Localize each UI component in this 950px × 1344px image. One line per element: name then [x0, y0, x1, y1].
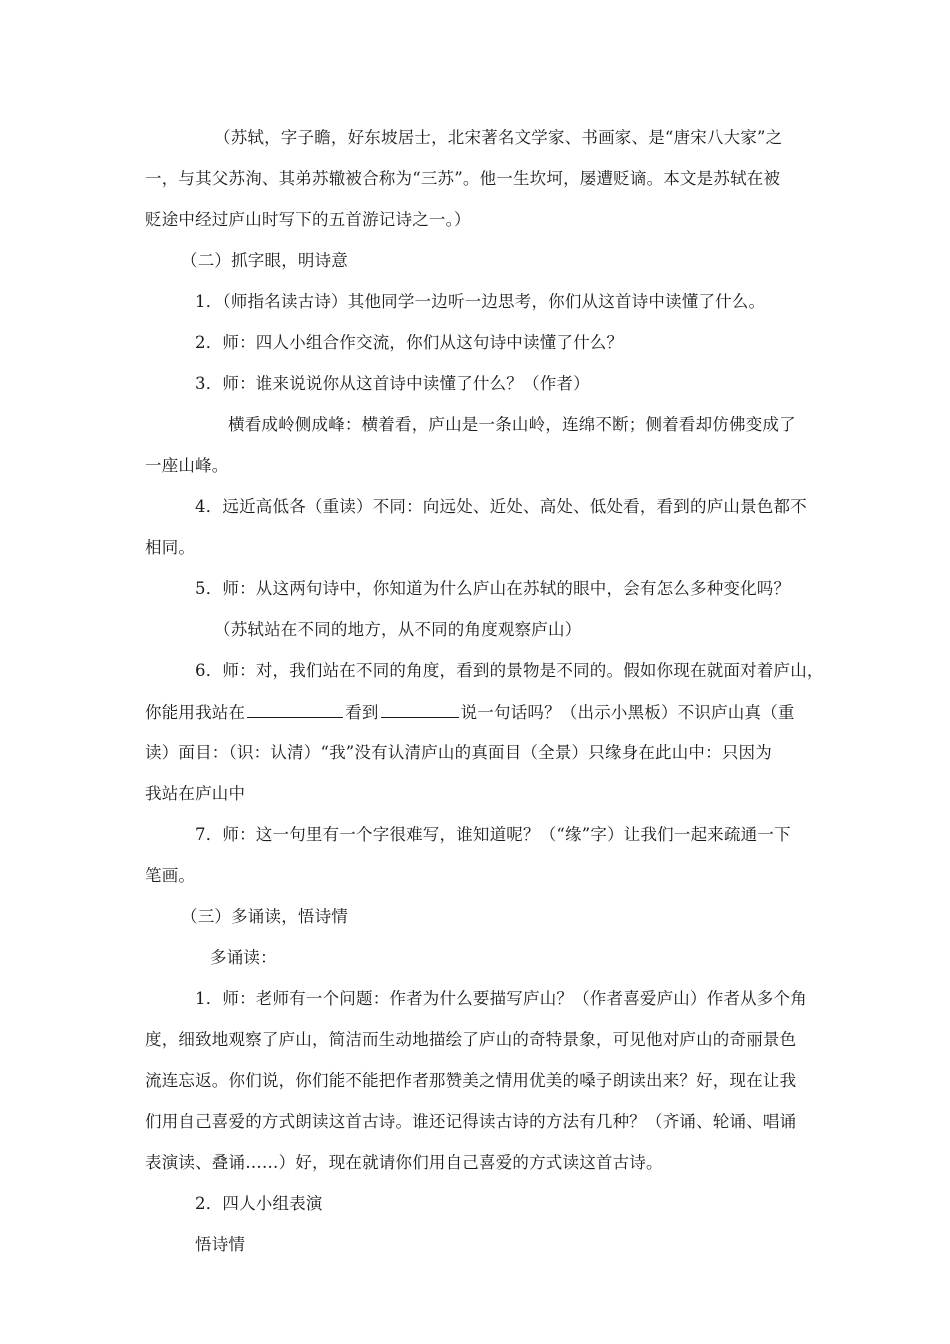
section-2-note-line-1: 横看成岭侧成峰：横着看，庐山是一条山岭，连绵不断；侧着看却仿佛变成了: [228, 415, 796, 434]
intro-line-1: （苏轼，字子瞻，好东坡居士，北宋著名文学家、书画家、是“唐宋八大家”之: [214, 128, 783, 147]
intro-line-2: 一，与其父苏洵、其弟苏辙被合称为“三苏”。他一生坎坷，屡遭贬谪。本文是苏轼在被: [145, 169, 781, 188]
section-2-item-6-line-2: [145, 701, 795, 724]
item-6-text-b: 看到: [345, 703, 379, 722]
section-2-item-1: 1．（师指名读古诗）其他同学一边听一边思考，你们从这首诗中读懂了什么。: [195, 292, 766, 311]
section-2-item-4-line-2: 相同。: [145, 538, 196, 557]
section-3-item-1-line-3: 流连忘返。你们说，你们能不能把作者那赞美之情用优美的嗓子朗读出来？好，现在让我: [145, 1071, 797, 1090]
item-6-text-c: 说一句话吗？（出示小黑板）不识庐山真（重: [460, 703, 795, 722]
section-3-item-1-line-4: 们用自己喜爱的方式朗读这首古诗。谁还记得读古诗的方法有几种？（齐诵、轮诵、唱诵: [145, 1112, 797, 1131]
fill-blank-position: [247, 701, 343, 718]
section-2-heading: （二）抓字眼，明诗意: [181, 251, 348, 270]
section-2-item-7-line-2: 笔画。: [145, 866, 196, 885]
intro-line-3: 贬途中经过庐山时写下的五首游记诗之一。）: [145, 210, 471, 229]
section-3-item-1-line-2: 度，细致地观察了庐山，简洁而生动地描绘了庐山的奇特景象，可见他对庐山的奇丽景色: [145, 1030, 797, 1049]
section-2-item-3: 3．师：谁来说说你从这首诗中读懂了什么？（作者）: [195, 374, 590, 393]
section-3-sub-2: 悟诗情: [195, 1235, 246, 1254]
section-3-item-1-line-1: 1．师：老师有一个问题：作者为什么要描写庐山？（作者喜爱庐山）作者从多个角: [195, 989, 807, 1008]
item-6-text-a: 你能用我站在: [145, 703, 246, 722]
section-3-item-1-line-5: 表演读、叠诵……）好，现在就请你们用自己喜爱的方式读这首古诗。: [145, 1153, 663, 1172]
section-2-item-5-answer: （苏轼站在不同的地方，从不同的角度观察庐山）: [214, 620, 582, 639]
section-2-item-4-line-1: 4．远近高低各（重读）不同：向远处、近处、高处、低处看，看到的庐山景色都不: [195, 497, 807, 516]
section-2-item-6-line-4: 我站在庐山中: [145, 784, 246, 803]
fill-blank-view: [381, 701, 459, 718]
section-3-heading: （三）多诵读，悟诗情: [181, 907, 348, 926]
section-2-item-2: 2．师：四人小组合作交流，你们从这句诗中读懂了什么？: [195, 333, 624, 352]
section-3-sub-1: 多诵读：: [210, 948, 277, 967]
section-2-item-5: 5．师：从这两句诗中，你知道为什么庐山在苏轼的眼中，会有怎么多种变化吗？: [195, 579, 791, 598]
section-2-item-6-line-3: 读）面目：（识：认清）“我”没有认清庐山的真面目（全景）只缘身在此山中：只因为: [145, 743, 772, 762]
section-2-note-line-2: 一座山峰。: [145, 456, 229, 475]
section-2-item-7-line-1: 7．师：这一句里有一个字很难写，谁知道呢？（“缘”字）让我们一起来疏通一下: [195, 825, 791, 844]
section-2-item-6-line-1: 6．师：对，我们站在不同的角度，看到的景物是不同的。假如你现在就面对着庐山，: [195, 661, 824, 680]
section-3-item-2: 2．四人小组表演: [195, 1194, 323, 1213]
